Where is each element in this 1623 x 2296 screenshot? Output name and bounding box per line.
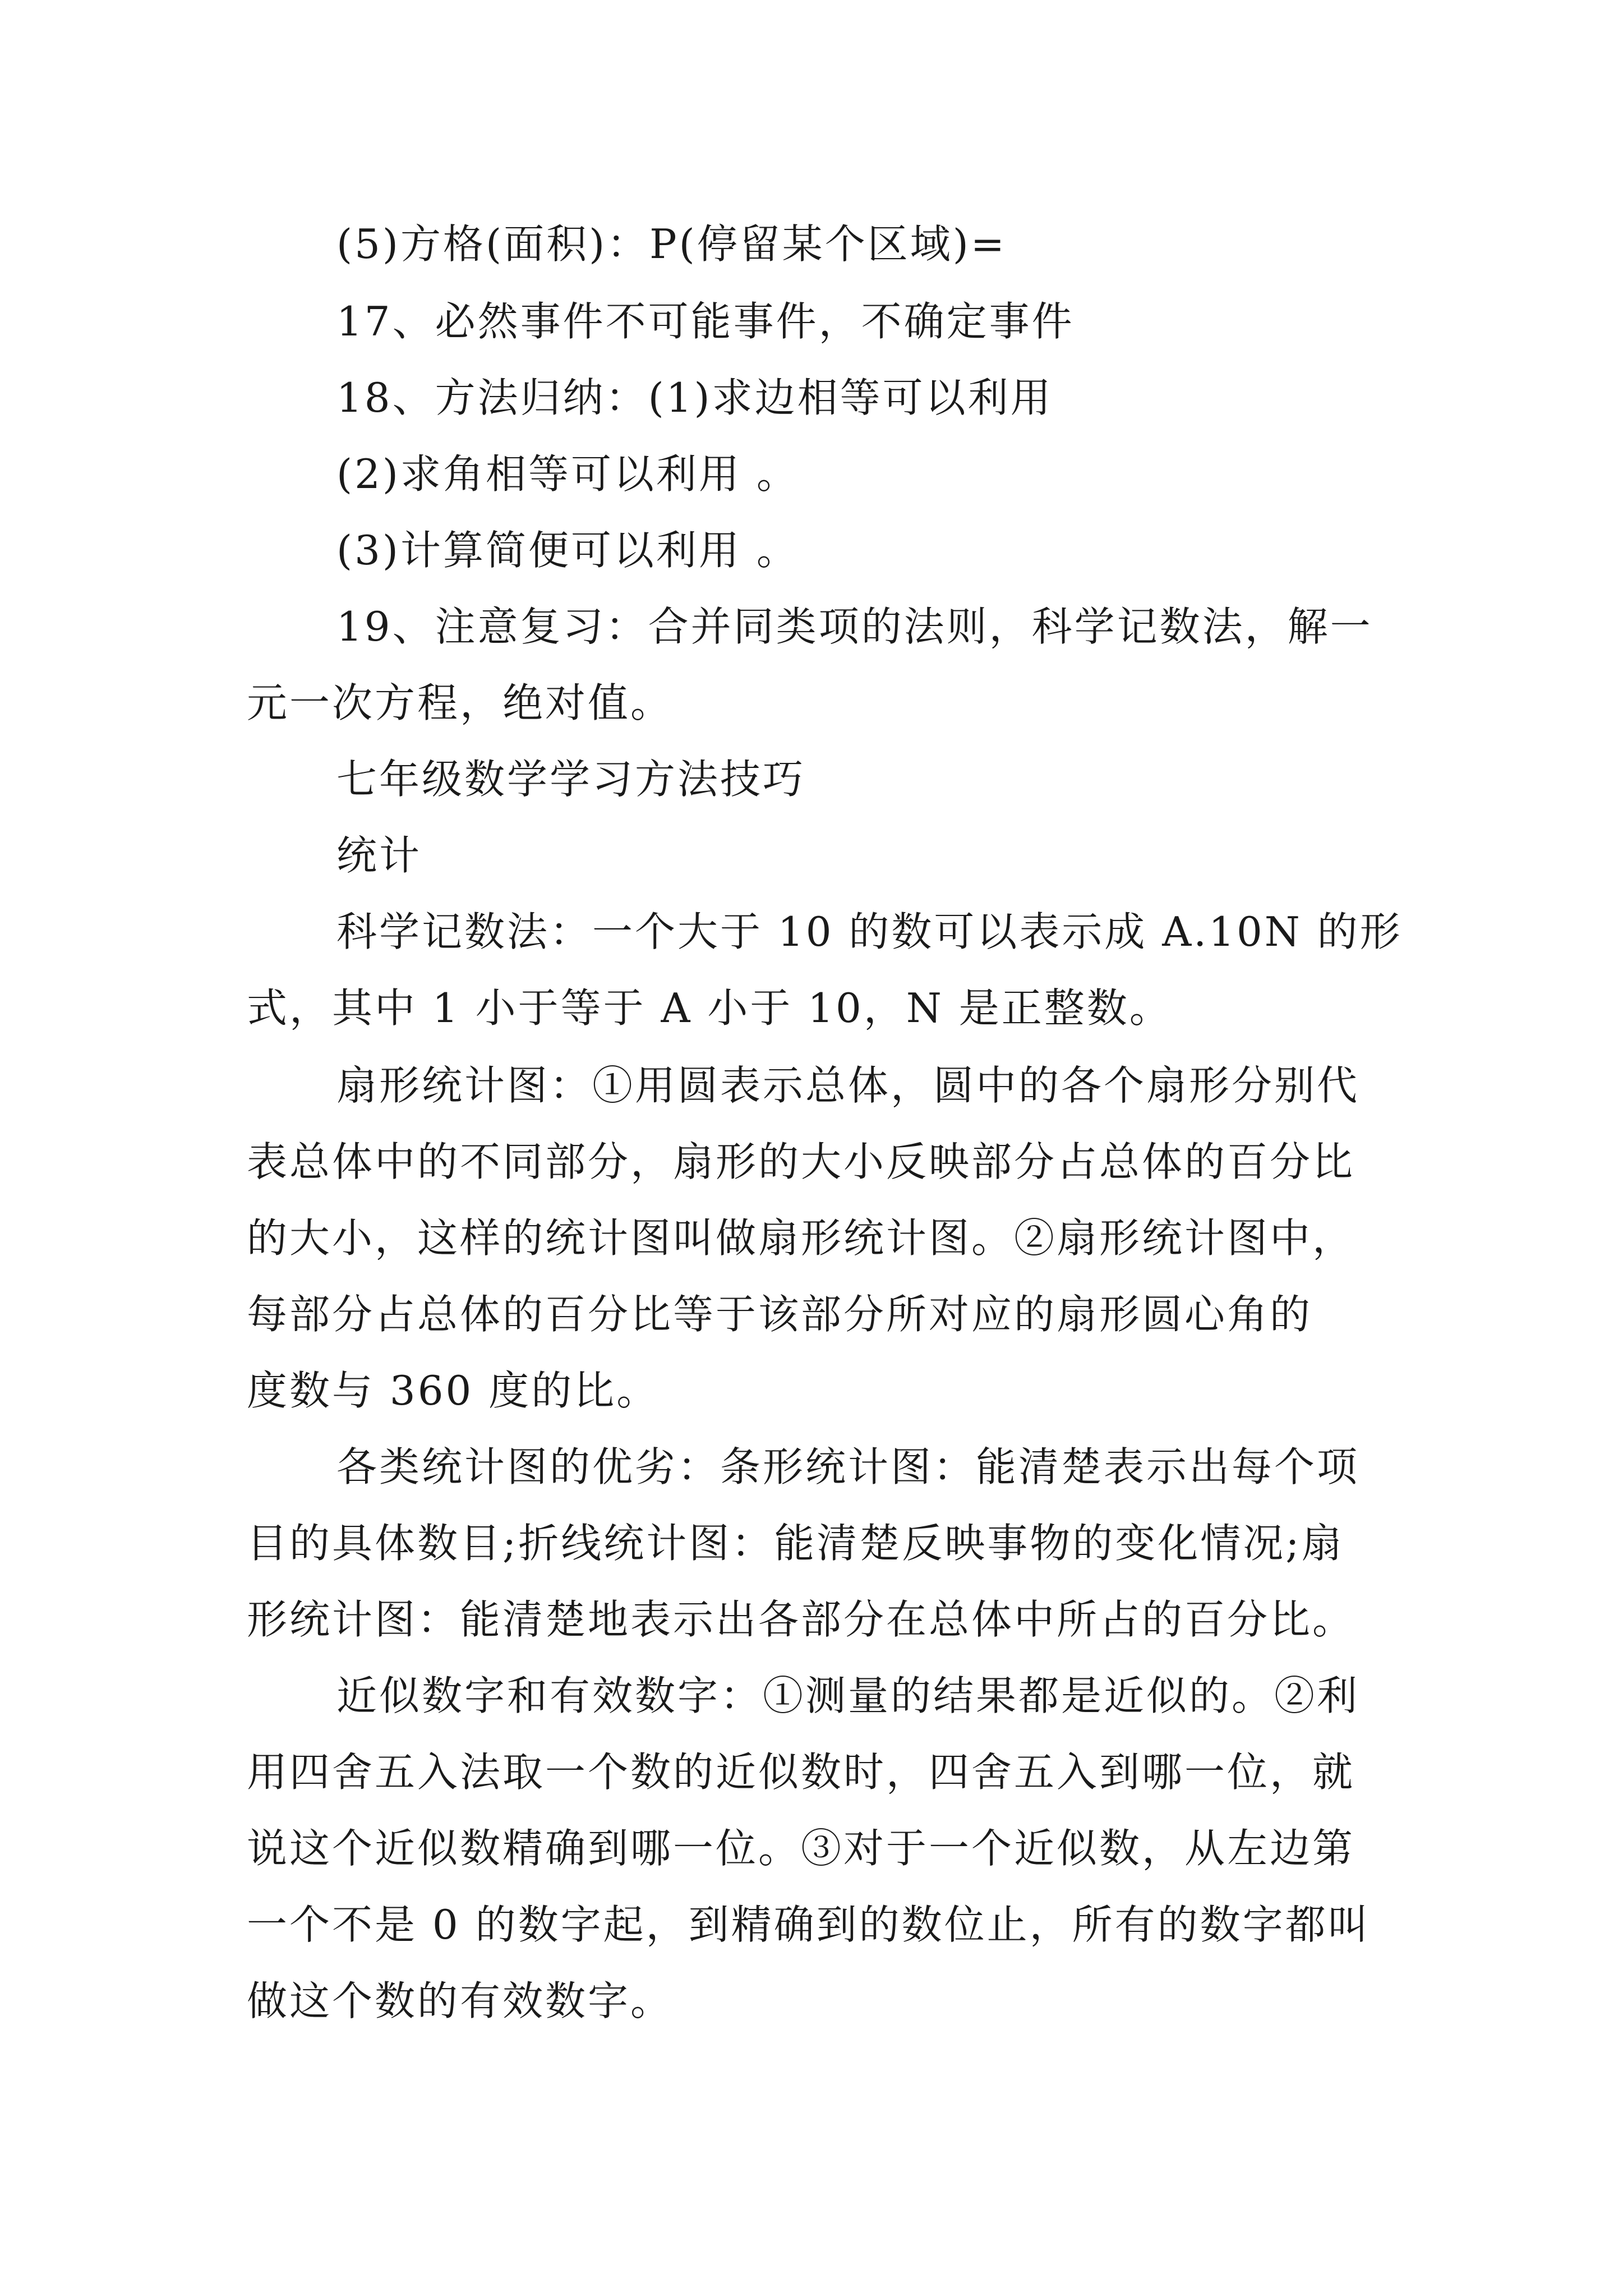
section-heading: 七年级数学学习方法技巧 bbox=[336, 756, 806, 803]
text-line-pie-3: 的大小，这样的统计图叫做扇形统计图。②扇形统计图中， bbox=[247, 1214, 1355, 1262]
text-line-charts-1: 各类统计图的优劣：条形统计图：能清楚表示出每个项 bbox=[336, 1443, 1360, 1490]
text-line-item-17: 17、必然事件不可能事件，不确定事件 bbox=[336, 298, 1075, 345]
text-line-charts-2: 目的具体数目;折线统计图：能清楚反映事物的变化情况;扇 bbox=[247, 1520, 1344, 1567]
text-line-item-18: 18、方法归纳：(1)求边相等可以利用 bbox=[336, 374, 1053, 421]
text-line-approx-3: 说这个近似数精确到哪一位。③对于一个近似数，从左边第 bbox=[247, 1825, 1355, 1872]
text-line-area-probability: (5)方格(面积)：P(停留某个区域)= bbox=[336, 220, 1007, 268]
text-line-item-18-3: (3)计算简便可以利用 。 bbox=[336, 527, 799, 574]
text-line-item-19-cont: 元一次方程，绝对值。 bbox=[247, 679, 674, 726]
text-line-pie-2: 表总体中的不同部分，扇形的大小反映部分占总体的百分比 bbox=[247, 1138, 1355, 1185]
text-line-approx-1: 近似数字和有效数字：①测量的结果都是近似的。②利 bbox=[336, 1672, 1360, 1719]
text-line-approx-2: 用四舍五入法取一个数的近似数时，四舍五入到哪一位，就 bbox=[247, 1749, 1355, 1796]
text-line-pie-5: 度数与 360 度的比。 bbox=[247, 1367, 660, 1414]
text-line-pie-4: 每部分占总体的百分比等于该部分所对应的扇形圆心角的 bbox=[247, 1291, 1313, 1338]
text-line-item-19: 19、注意复习：合并同类项的法则，科学记数法，解一 bbox=[336, 603, 1373, 650]
text-line-item-18-2: (2)求角相等可以利用 。 bbox=[336, 450, 799, 498]
text-line-scientific-2: 式，其中 1 小于等于 A 小于 10，N 是正整数。 bbox=[247, 984, 1172, 1032]
text-line-approx-5: 做这个数的有效数字。 bbox=[247, 1977, 674, 2024]
subsection-heading: 统计 bbox=[336, 832, 422, 879]
text-line-approx-4: 一个不是 0 的数字起，到精确到的数位止，所有的数字都叫 bbox=[247, 1901, 1371, 1948]
text-line-pie-1: 扇形统计图：①用圆表示总体，圆中的各个扇形分别代 bbox=[336, 1062, 1360, 1109]
text-line-scientific-1: 科学记数法：一个大于 10 的数可以表示成 A.10N 的形 bbox=[336, 908, 1403, 955]
text-line-charts-3: 形统计图：能清楚地表示出各部分在总体中所占的百分比。 bbox=[247, 1596, 1355, 1643]
